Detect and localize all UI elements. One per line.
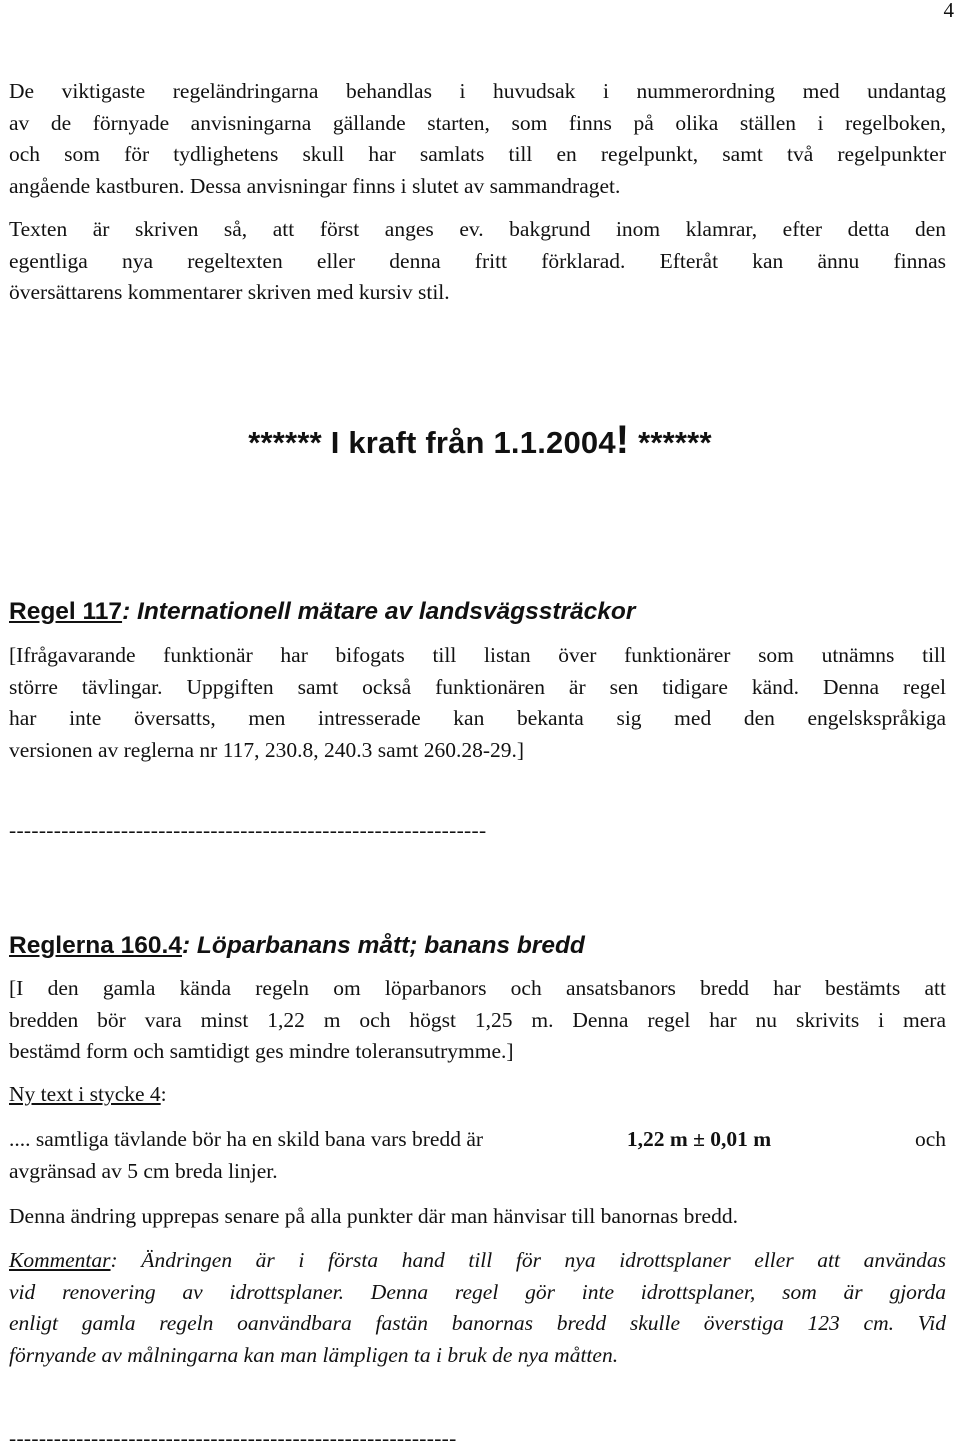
translator-comment	[9, 1245, 946, 1371]
banner-text: I kraft från 1.1.2004	[330, 425, 616, 460]
text-line	[9, 1245, 946, 1277]
text-line: enligt gamla regeln oanvändbara fastän banornas bredd skulle överstiga 123 cm. Vid	[9, 1311, 946, 1335]
comment-label: Kommentar	[9, 1248, 111, 1272]
banner-stars-left: ******	[248, 425, 322, 460]
separator-line: ----------------------------------------------------------------	[9, 818, 487, 842]
rule-117-number: Regel 117	[9, 598, 123, 625]
rule-160-number: Reglerna 160.4	[9, 932, 182, 959]
new-rule-text	[9, 1124, 946, 1187]
rule-117-title: : Internationell mätare av landsvägssträckor	[122, 598, 636, 625]
rule-160-heading	[9, 932, 585, 960]
text-line: angående kastburen. Dessa anvisningar finns i slutet av sammandraget.	[9, 173, 621, 198]
text-line: har inte översatts, men intresserade kan bekanta sig med den engelskspråkiga	[9, 706, 946, 730]
rule-117-body	[9, 640, 946, 766]
repeat-note	[9, 1201, 946, 1233]
text-line: översättarens kommentarer skriven med kursiv stil.	[9, 280, 450, 304]
text-line: egentliga nya regeltexten eller denna fritt förklarad. Efteråt kan ännu finnas	[9, 248, 946, 273]
banner-exclamation: !	[615, 418, 630, 462]
colon: :	[160, 1082, 167, 1106]
new-text-label	[9, 1079, 946, 1111]
new-text-link-label: Ny text i stycke 4	[9, 1082, 161, 1106]
effective-date-banner	[0, 418, 960, 463]
separator-line: ------------------------------------------------------------	[9, 1426, 457, 1450]
text-line: bestämd form och samtidigt ges mindre toleransutrymme.]	[9, 1039, 514, 1063]
text-line: bredden bör vara minst 1,22 m och högst 1,25 m. Denna regel har nu skrivits i mera	[9, 1007, 946, 1032]
text-line: avgränsad av 5 cm breda linjer.	[9, 1158, 278, 1183]
colon: :	[110, 1248, 118, 1272]
new-text-prefix: .... samtliga tävlande bör ha en skild bana vars bredd är	[9, 1127, 484, 1151]
text-line: Denna ändring upprepas senare på alla punkter där man hänvisar till banornas bredd.	[9, 1204, 738, 1228]
comment-text: Ändringen är i första hand till för nya idrottsplaner eller att användas	[117, 1248, 946, 1272]
page-number: 4	[943, 0, 954, 22]
rule-160-title: : Löparbanans mått; banans bredd	[181, 932, 585, 959]
text-line	[9, 1124, 946, 1156]
text-line: [Ifrågavarande funktionär har bifogats till listan över funktionärer som utnämns till	[9, 643, 946, 667]
explanation-paragraph	[9, 214, 946, 309]
banner-stars-right: ******	[638, 425, 712, 460]
rule-117-heading	[9, 598, 635, 626]
text-line: De viktigaste regeländringarna behandlas i huvudsak i nummerordning med undantag	[9, 79, 946, 103]
new-text-suffix: och	[914, 1127, 946, 1151]
rule-160-body	[9, 973, 946, 1068]
text-line: vid renovering av idrottsplaner. Denna regel gör inte idrottsplaner, som är gjorda	[9, 1279, 946, 1304]
text-line: Texten är skriven så, att först anges ev. bakgrund inom klamrar, efter detta den	[9, 217, 946, 241]
text-line: större tävlingar. Uppgiften samt också funktionären är sen tidigare känd. Denna regel	[9, 674, 946, 699]
text-line: och som för tydlighetens skull har samlats till en regelpunkt, samt två regelpunkter	[9, 142, 946, 166]
intro-paragraph	[9, 76, 946, 202]
text-line: av de förnyade anvisningarna gällande starten, som finns på olika ställen i regelboken,	[9, 110, 946, 135]
lane-width-value: 1,22 m ± 0,01 m	[626, 1127, 772, 1151]
text-line: [I den gamla kända regeln om löparbanors och ansatsbanors bredd har bestämts att	[9, 976, 946, 1000]
text-line: förnyande av målningarna kan man lämpligen ta i bruk de nya måtten.	[9, 1342, 619, 1367]
text-line: versionen av reglerna nr 117, 230.8, 240.3 samt 260.28-29.]	[9, 737, 525, 762]
